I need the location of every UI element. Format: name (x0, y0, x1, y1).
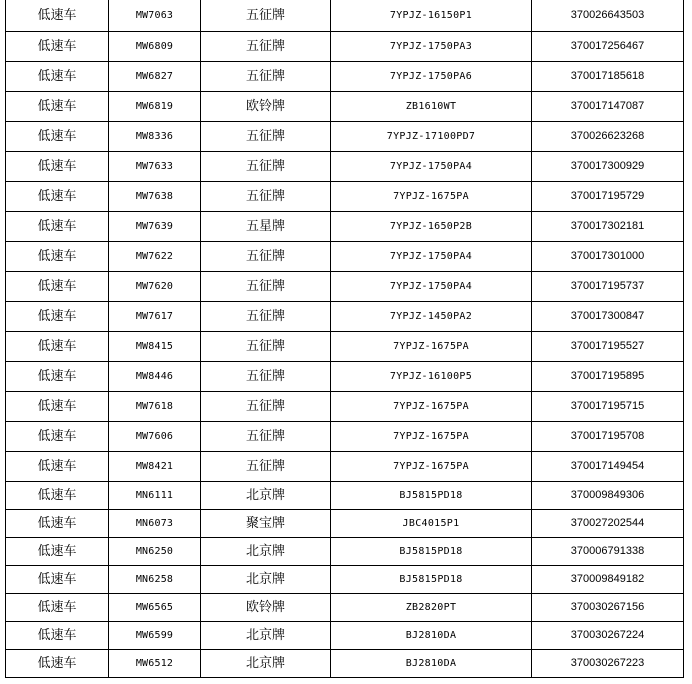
model-cell: 7YPJZ-1675PA (331, 392, 532, 422)
brand-cell: 北京牌 (201, 566, 331, 594)
plate-number-cell: MW6599 (109, 622, 201, 650)
vin-cell: 370030267156 (532, 594, 684, 622)
vehicle-type-cell: 低速车 (6, 482, 109, 510)
brand-cell: 五征牌 (201, 422, 331, 452)
model-cell: BJ5815PD18 (331, 538, 532, 566)
vin-cell: 370017195737 (532, 272, 684, 302)
plate-number-cell: MW7618 (109, 392, 201, 422)
table-row (6, 392, 684, 422)
model-cell: BJ2810DA (331, 650, 532, 678)
table-row (6, 152, 684, 182)
plate-number-cell: MW7620 (109, 272, 201, 302)
vehicle-type-cell: 低速车 (6, 62, 109, 92)
table-row (6, 32, 684, 62)
vehicle-type-cell: 低速车 (6, 242, 109, 272)
table-row (6, 0, 684, 32)
table-row (6, 594, 684, 622)
model-cell: JBC4015P1 (331, 510, 532, 538)
plate-number-cell: MW7638 (109, 182, 201, 212)
vin-cell: 370017195729 (532, 182, 684, 212)
brand-cell: 北京牌 (201, 650, 331, 678)
vin-cell: 370026643503 (532, 0, 684, 32)
plate-number-cell: MW7617 (109, 302, 201, 332)
model-cell: 7YPJZ-16100P5 (331, 362, 532, 392)
model-cell: ZB2820PT (331, 594, 532, 622)
vehicle-type-cell: 低速车 (6, 422, 109, 452)
table-row (6, 92, 684, 122)
vehicle-type-cell: 低速车 (6, 510, 109, 538)
table-row (6, 622, 684, 650)
vin-cell: 370026623268 (532, 122, 684, 152)
vin-cell: 370009849306 (532, 482, 684, 510)
table-row (6, 538, 684, 566)
model-cell: 7YPJZ-17100PD7 (331, 122, 532, 152)
brand-cell: 欧铃牌 (201, 92, 331, 122)
vin-cell: 370030267224 (532, 622, 684, 650)
vin-cell: 370017300929 (532, 152, 684, 182)
brand-cell: 五征牌 (201, 32, 331, 62)
model-cell: 7YPJZ-1675PA (331, 182, 532, 212)
brand-cell: 五征牌 (201, 452, 331, 482)
model-cell: 7YPJZ-1675PA (331, 332, 532, 362)
vin-cell: 370017147087 (532, 92, 684, 122)
model-cell: 7YPJZ-1450PA2 (331, 302, 532, 332)
brand-cell: 五征牌 (201, 332, 331, 362)
vehicle-type-cell: 低速车 (6, 92, 109, 122)
vin-cell: 370017195527 (532, 332, 684, 362)
plate-number-cell: MW6512 (109, 650, 201, 678)
vehicle-registry-table (5, 0, 684, 678)
model-cell: 7YPJZ-1675PA (331, 452, 532, 482)
table-row (6, 510, 684, 538)
model-cell: 7YPJZ-1650P2B (331, 212, 532, 242)
brand-cell: 五征牌 (201, 362, 331, 392)
vin-cell: 370030267223 (532, 650, 684, 678)
brand-cell: 北京牌 (201, 482, 331, 510)
model-cell: 7YPJZ-1675PA (331, 422, 532, 452)
table-row (6, 212, 684, 242)
vehicle-type-cell: 低速车 (6, 362, 109, 392)
table-row (6, 566, 684, 594)
vehicle-type-cell: 低速车 (6, 32, 109, 62)
brand-cell: 五征牌 (201, 242, 331, 272)
plate-number-cell: MW8421 (109, 452, 201, 482)
model-cell: 7YPJZ-1750PA6 (331, 62, 532, 92)
model-cell: 7YPJZ-1750PA3 (331, 32, 532, 62)
table-body (6, 0, 684, 678)
model-cell: 7YPJZ-1750PA4 (331, 152, 532, 182)
vin-cell: 370017195715 (532, 392, 684, 422)
vehicle-type-cell: 低速车 (6, 212, 109, 242)
vehicle-type-cell: 低速车 (6, 272, 109, 302)
vin-cell: 370017195708 (532, 422, 684, 452)
vehicle-type-cell: 低速车 (6, 452, 109, 482)
table-row (6, 452, 684, 482)
vin-cell: 370017302181 (532, 212, 684, 242)
vehicle-type-cell: 低速车 (6, 392, 109, 422)
vin-cell: 370017195895 (532, 362, 684, 392)
vehicle-type-cell: 低速车 (6, 152, 109, 182)
brand-cell: 五征牌 (201, 392, 331, 422)
plate-number-cell: MW7639 (109, 212, 201, 242)
model-cell: 7YPJZ-1750PA4 (331, 272, 532, 302)
plate-number-cell: MN6250 (109, 538, 201, 566)
brand-cell: 聚宝牌 (201, 510, 331, 538)
vin-cell: 370009849182 (532, 566, 684, 594)
model-cell: BJ5815PD18 (331, 566, 532, 594)
plate-number-cell: MW6809 (109, 32, 201, 62)
vehicle-type-cell: 低速车 (6, 122, 109, 152)
vin-cell: 370006791338 (532, 538, 684, 566)
plate-number-cell: MW8336 (109, 122, 201, 152)
table-row (6, 650, 684, 678)
plate-number-cell: MW6819 (109, 92, 201, 122)
plate-number-cell: MW7063 (109, 0, 201, 32)
plate-number-cell: MW7622 (109, 242, 201, 272)
vehicle-type-cell: 低速车 (6, 0, 109, 32)
table-row (6, 482, 684, 510)
table-row (6, 242, 684, 272)
brand-cell: 五星牌 (201, 212, 331, 242)
plate-number-cell: MN6073 (109, 510, 201, 538)
plate-number-cell: MW6827 (109, 62, 201, 92)
table-row (6, 302, 684, 332)
brand-cell: 五征牌 (201, 62, 331, 92)
plate-number-cell: MW8446 (109, 362, 201, 392)
table-row (6, 182, 684, 212)
table-row (6, 422, 684, 452)
plate-number-cell: MW7606 (109, 422, 201, 452)
model-cell: BJ5815PD18 (331, 482, 532, 510)
vehicle-type-cell: 低速车 (6, 650, 109, 678)
table-row (6, 332, 684, 362)
brand-cell: 五征牌 (201, 182, 331, 212)
brand-cell: 五征牌 (201, 122, 331, 152)
vehicle-type-cell: 低速车 (6, 332, 109, 362)
vin-cell: 370017256467 (532, 32, 684, 62)
plate-number-cell: MW8415 (109, 332, 201, 362)
vehicle-type-cell: 低速车 (6, 182, 109, 212)
vin-cell: 370017185618 (532, 62, 684, 92)
plate-number-cell: MW7633 (109, 152, 201, 182)
brand-cell: 五征牌 (201, 152, 331, 182)
vin-cell: 370017149454 (532, 452, 684, 482)
table-row (6, 122, 684, 152)
table-row (6, 362, 684, 392)
brand-cell: 五征牌 (201, 302, 331, 332)
vehicle-type-cell: 低速车 (6, 622, 109, 650)
vehicle-type-cell: 低速车 (6, 538, 109, 566)
vin-cell: 370027202544 (532, 510, 684, 538)
table-row (6, 272, 684, 302)
model-cell: BJ2810DA (331, 622, 532, 650)
model-cell: 7YPJZ-1750PA4 (331, 242, 532, 272)
brand-cell: 北京牌 (201, 538, 331, 566)
brand-cell: 五征牌 (201, 272, 331, 302)
brand-cell: 欧铃牌 (201, 594, 331, 622)
vehicle-type-cell: 低速车 (6, 594, 109, 622)
vin-cell: 370017301000 (532, 242, 684, 272)
vehicle-type-cell: 低速车 (6, 566, 109, 594)
model-cell: ZB1610WT (331, 92, 532, 122)
table-row (6, 62, 684, 92)
brand-cell: 北京牌 (201, 622, 331, 650)
plate-number-cell: MN6258 (109, 566, 201, 594)
vehicle-type-cell: 低速车 (6, 302, 109, 332)
vin-cell: 370017300847 (532, 302, 684, 332)
brand-cell: 五征牌 (201, 0, 331, 32)
plate-number-cell: MN6111 (109, 482, 201, 510)
plate-number-cell: MW6565 (109, 594, 201, 622)
model-cell: 7YPJZ-16150P1 (331, 0, 532, 32)
